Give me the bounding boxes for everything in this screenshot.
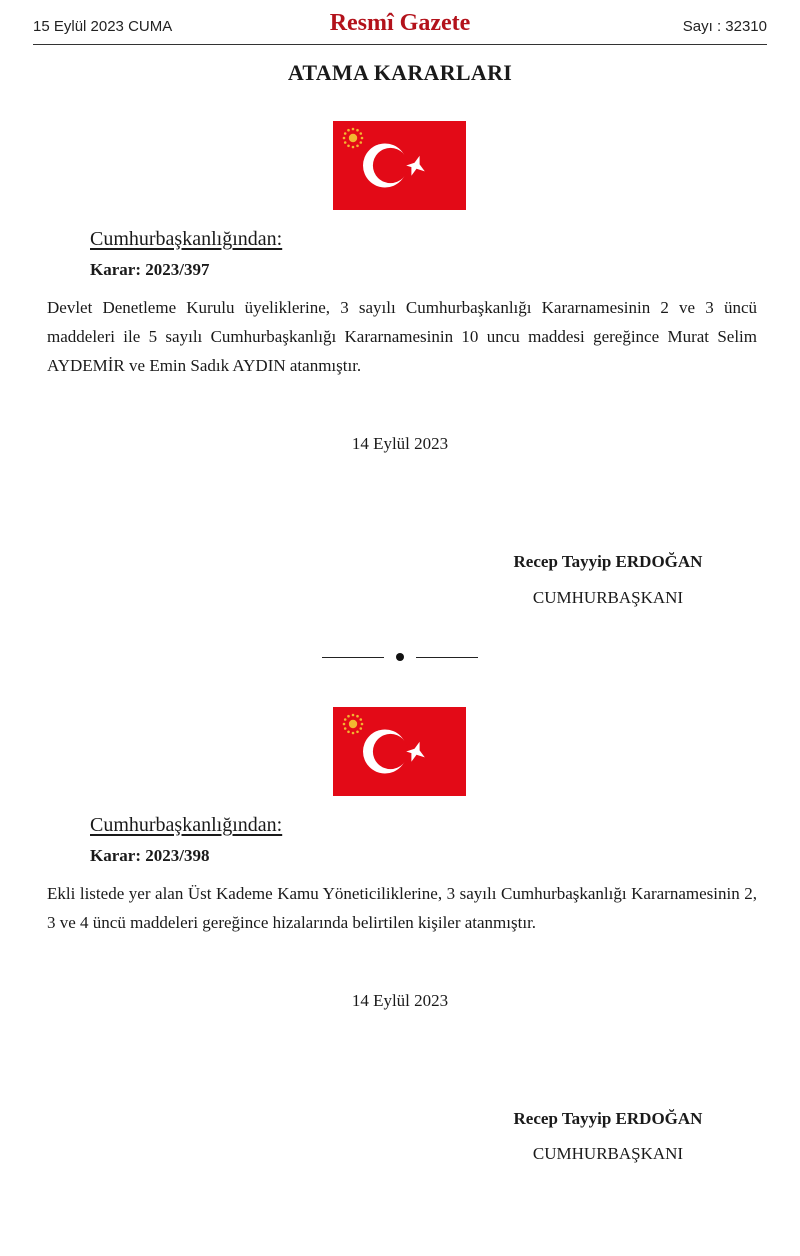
signatory-name: Recep Tayyip ERDOĞAN: [513, 552, 703, 571]
gazette-title: Resmî Gazete: [329, 10, 471, 36]
header-divider: [33, 44, 767, 45]
page-title: ATAMA KARARLARI: [287, 60, 513, 85]
section-separator: [322, 650, 478, 664]
decision-text: Ekli listede yer alan Üst Kademe Kamu Yöneticiliklerine, 3 sayılı Cumhurbaşkanlığı Kararnamesinin 2, 3 ve 4 üncü maddeleri gereğince hizalarında belirtilen kişiler atanmıştır.: [47, 884, 757, 932]
decision-number: Karar: 2023/398: [90, 846, 210, 865]
signatory-name: Recep Tayyip ERDOĞAN: [513, 1109, 703, 1128]
signatory-title: CUMHURBAŞKANI: [532, 588, 684, 607]
decision-date: 14 Eylül 2023: [351, 434, 449, 453]
presidential-flag-icon: [333, 707, 466, 796]
issuer-label: Cumhurbaşkanlığından:: [90, 228, 283, 250]
decision-text: Devlet Denetleme Kurulu üyeliklerine, 3 sayılı Cumhurbaşkanlığı Kararnamesinin 2 ve 3 üncü maddeleri ile 5 sayılı Cumhurbaşkanlığı Kararnamesinin 10 uncu maddesi gereğince Murat Selim AYDEMİR ve Emin Sadık AYDIN atanmıştır.: [47, 298, 757, 375]
decision-date: 14 Eylül 2023: [351, 991, 449, 1010]
issue-number: Sayı : 32310: [682, 18, 767, 35]
signatory-title: CUMHURBAŞKANI: [532, 1144, 684, 1163]
decision-number: Karar: 2023/397: [90, 260, 210, 279]
issuer-label: Cumhurbaşkanlığından:: [90, 814, 283, 836]
presidential-flag-icon: [333, 121, 466, 210]
header-date: 15 Eylül 2023 CUMA: [33, 18, 173, 35]
separator-dot-icon: [396, 653, 404, 661]
gazette-header: [0, 0, 800, 46]
